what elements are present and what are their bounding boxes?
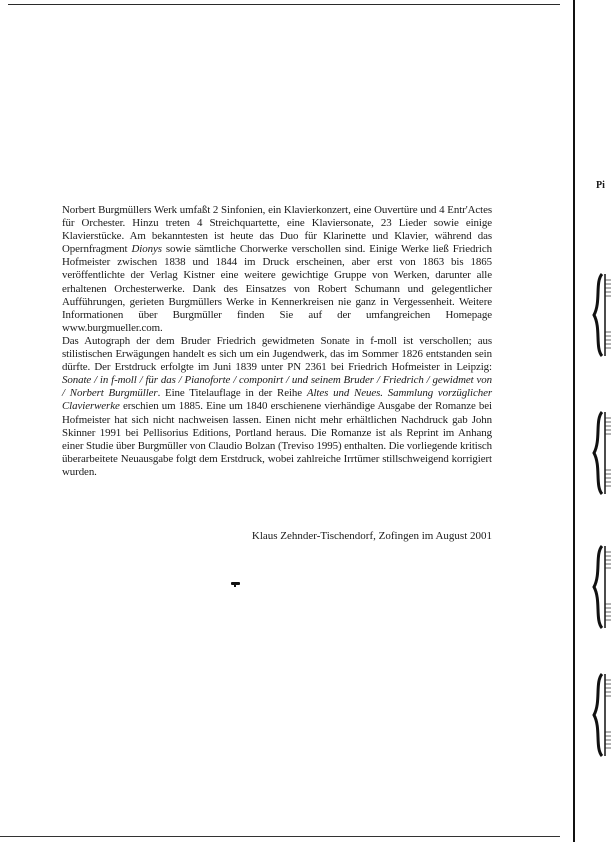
score-brace-system-2	[592, 410, 611, 496]
score-brace-system-4	[592, 672, 611, 758]
paragraph-works: Norbert Burgmüllers Werk umfaßt 2 Sinfonien, ein Klavierkonzert, eine Ouvertüre und 4 Entr'Actes für Orchester. Hinzu treten 4 Streichquartette, eine Klaviersonate, 23 Lieder sowie einige Klavierstücke. Am bekanntesten ist heute das Duo für Klarinette und Klavier, während das Opernfragment Dionys sowie sämtliche Chorwerke verschollen sind. Einige Werke ließ Friedrich Hofmeister zwischen 1838 und 1844 im Druck erscheinen, aber erst von 1863 bis 1865 veröffentlichte der Verlag Kistner eine weitere gewichtige Gruppe von Werken, darunter alle erhaltenen Orchesterwerke. Dank des Einsatzes von Robert Schumann und gelegentlicher Aufführungen, gerieten Burgmüllers Werke in Kennerkreisen nie ganz in Vergessenheit. Weitere Informationen über Burgmüller finden Sie auf der umfangreichen Homepage www.burgmueller.com.	[62, 204, 492, 334]
preface-text	[62, 204, 492, 479]
top-edge-rule	[8, 4, 560, 5]
facing-page-title-fragment: Pi	[596, 180, 605, 191]
paragraph-sources: Das Autograph der dem Bruder Friedrich gewidmeten Sonate in f-moll ist verschollen; aus stilistischen Erwägungen handelt es sich um ein Jugendwerk, das im Sommer 1826 entstanden sein dürfte. Der Erstdruck erfolgte im Juni 1839 unter PN 2361 bei Friedrich Hofmeister in Leipzig: Sonate / in f-moll / für das / Pianoforte / componirt / und seinem Bruder / Friedrich / gewidmet von / Norbert Burgmüller. Eine Titelauflage in der Reihe Altes und Neues. Sammlung vorzüglicher Clavierwerke erschien um 1885. Eine um 1840 erschienene vierhändige Ausgabe der Romanze bei Hofmeister hat sich nicht nachweisen lassen. Einen nicht mehr erhältlichen Nachdruck gab John Skinner 1991 bei Pellisorius Editions, Portland heraus. Die Romanze ist als Reprint im Anhang einer Studie über Burgmüller von Claudio Bolzan (Treviso 1995) enthalten. Die vorliegende kritisch überarbeitete Neuausgabe folgt dem Erstdruck, wobei zahlreiche Irrtümer stillschweigend korrigiert wurden.	[62, 334, 492, 478]
author-signature-line: Klaus Zehnder-Tischendorf, Zofingen im August 2001	[251, 530, 492, 542]
page-gutter-line	[573, 0, 575, 842]
series-title: Altes und Neues. Sammlung vorzüglicher Clavierwerke	[62, 387, 492, 413]
top-fold-mark	[560, 0, 574, 18]
stray-ink-mark	[231, 582, 240, 585]
score-brace-system-3	[592, 544, 611, 630]
bottom-edge-rule	[0, 836, 560, 837]
first-edition-title: Sonate / in f-moll / für das / Pianoforte / componirt / und seinem Bruder / Friedrich / gewidmet von / Norbert Burgmüller	[62, 374, 492, 400]
score-brace-system-1	[592, 272, 611, 358]
opera-title: Dionys	[131, 243, 162, 256]
